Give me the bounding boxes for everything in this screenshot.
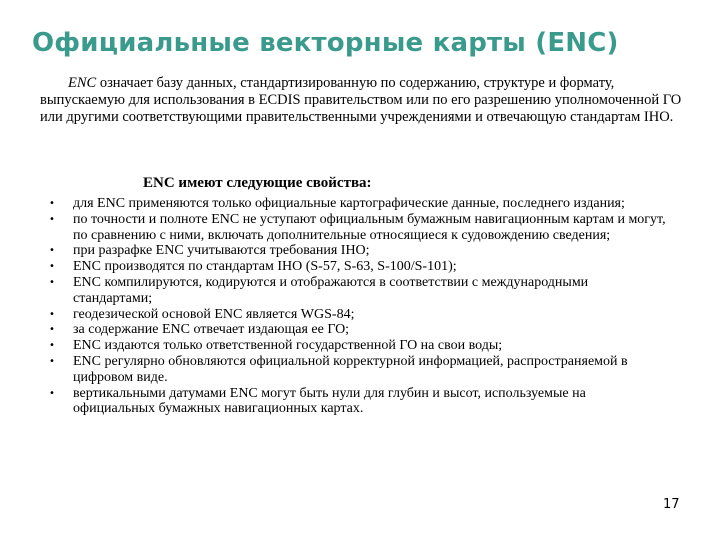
bullet-icon: •: [49, 355, 55, 367]
bullet-icon: •: [49, 340, 55, 352]
bullet-icon: •: [49, 276, 55, 288]
slide-title: Официальные векторные карты (ENC): [32, 28, 619, 58]
properties-heading: ENC имеют следующие свойства:: [143, 175, 372, 191]
bullet-icon: •: [49, 324, 55, 336]
list-item-text: ENC издаются только ответственной государственной ГО на свои воды;: [73, 338, 503, 354]
list-item: [46, 322, 666, 338]
bullet-icon: •: [49, 387, 55, 399]
intro-text: означает базу данных, стандартизированную по содержанию, структуре и формату, выпускаемую для использования в ECDIS правительством или по его разрешению уполномоченной ГО или другими соответствующими правительственными учреждениями и отвечающую стандартам IHO.: [40, 75, 682, 125]
list-item: [46, 275, 666, 307]
properties-list: [46, 196, 666, 417]
list-item: [46, 386, 666, 418]
list-item: [46, 243, 666, 259]
intro-lead-term: ENC: [68, 75, 97, 91]
list-item-text: геодезической основой ENC является WGS-84;: [73, 306, 355, 322]
bullet-icon: •: [49, 213, 55, 225]
list-item-text: при разрафке ENC учитываются требования IHO;: [73, 243, 370, 259]
list-item-text: ENC компилируются, кодируются и отображаются в соответствии с международными стандартами;: [73, 274, 589, 306]
list-item: [46, 259, 666, 275]
list-item-text: по точности и полноте ENC не уступают официальным бумажным навигационным картам и могут, по сравнению с ними, включать дополнительные относящиеся к судовождению сведения;: [73, 211, 666, 243]
list-item-text: ENC регулярно обновляются официальной корректурной информацией, распространяемой в цифровом виде.: [73, 353, 628, 385]
list-item-text: для ENC применяются только официальные картографические данные, последнего издания;: [73, 196, 625, 211]
list-item-text: за содержание ENC отвечает издающая ее ГО;: [73, 322, 350, 338]
page-number: 17: [663, 497, 680, 512]
intro-paragraph: [40, 75, 690, 126]
list-item: [46, 212, 666, 244]
list-item-text: ENC производятся по стандартам IHO (S-57, S-63, S-100/S-101);: [73, 259, 457, 275]
list-item: [46, 307, 666, 323]
bullet-icon: •: [49, 198, 55, 209]
list-item-text: вертикальными датумами ENC могут быть нули для глубин и высот, используемые на официальных бумажных навигационных картах.: [73, 385, 586, 417]
list-item: [46, 354, 666, 386]
bullet-icon: •: [49, 261, 55, 273]
list-item: [46, 338, 666, 354]
list-item: [46, 196, 666, 212]
bullet-icon: •: [49, 308, 55, 320]
bullet-icon: •: [49, 245, 55, 257]
